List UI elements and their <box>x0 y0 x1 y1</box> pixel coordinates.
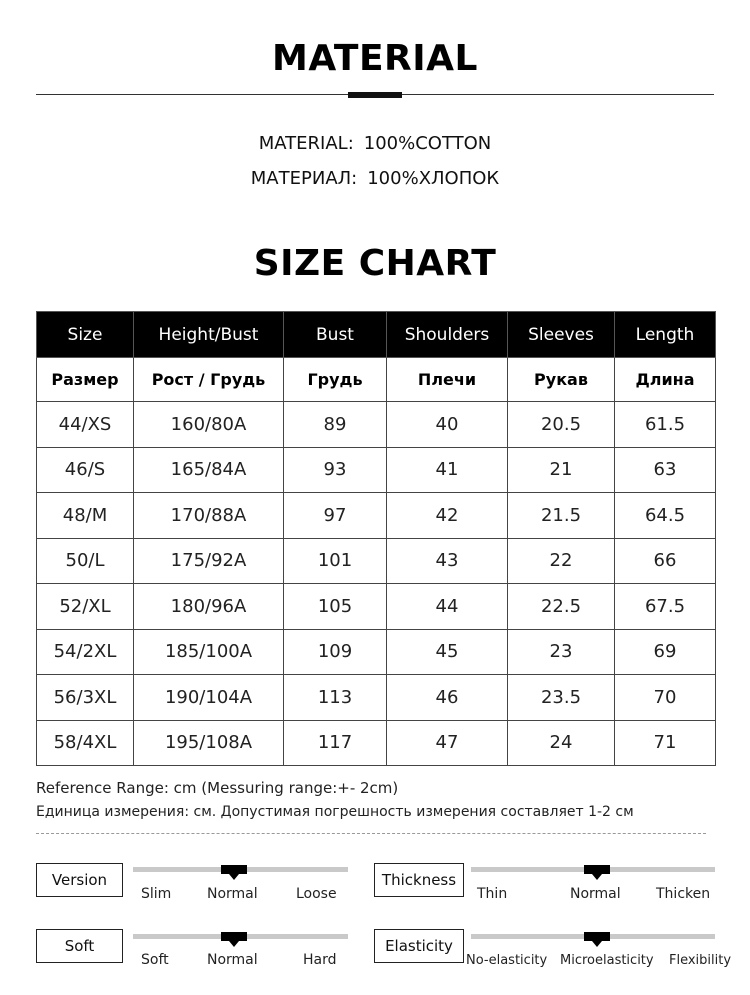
table-cell: 113 <box>284 675 387 721</box>
column-header: Size <box>37 312 134 358</box>
table-cell: 89 <box>284 402 387 448</box>
soft-scale-label-mid: Normal <box>207 952 258 968</box>
reference-note-ru: Единица измерения: см. Допустимая погрешность измерения составляет 1-2 см <box>36 804 634 820</box>
column-header-ru: Рукав <box>508 358 615 402</box>
soft-scale-label-high: Hard <box>303 952 337 968</box>
column-header: Length <box>615 312 716 358</box>
table-cell: 46/S <box>37 447 134 493</box>
table-cell: 22.5 <box>508 584 615 630</box>
reference-note-en: Reference Range: cm (Messuring range:+- 2cm) <box>36 779 399 797</box>
table-cell: 63 <box>615 447 716 493</box>
size-chart-title: SIZE CHART <box>253 243 497 284</box>
table-cell: 61.5 <box>615 402 716 448</box>
table-cell: 44 <box>387 584 508 630</box>
elasticity-scale-label-mid: Microelasticity <box>560 953 654 968</box>
table-cell: 46 <box>387 675 508 721</box>
table-cell: 64.5 <box>615 493 716 539</box>
table-cell: 42 <box>387 493 508 539</box>
thickness-scale-label-low: Thin <box>477 886 508 902</box>
table-cell: 97 <box>284 493 387 539</box>
table-cell: 66 <box>615 538 716 584</box>
table-cell: 40 <box>387 402 508 448</box>
material-value-ru: 100%ХЛОПОК <box>367 168 500 189</box>
table-cell: 109 <box>284 629 387 675</box>
column-header: Height/Bust <box>134 312 284 358</box>
table-cell: 20.5 <box>508 402 615 448</box>
table-cell: 48/M <box>37 493 134 539</box>
table-cell: 180/96A <box>134 584 284 630</box>
table-header-en <box>37 312 716 358</box>
table-cell: 93 <box>284 447 387 493</box>
table-cell: 50/L <box>37 538 134 584</box>
table-row <box>37 538 716 584</box>
material-line-ru <box>0 168 750 189</box>
column-header: Shoulders <box>387 312 508 358</box>
table-cell: 117 <box>284 720 387 766</box>
table-cell: 58/4XL <box>37 720 134 766</box>
table-cell: 190/104A <box>134 675 284 721</box>
table-cell: 195/108A <box>134 720 284 766</box>
version-label: Version <box>36 863 123 897</box>
table-body <box>37 402 716 766</box>
table-row <box>37 675 716 721</box>
material-label-ru: МАТЕРИАЛ: <box>250 168 358 189</box>
table-cell: 23.5 <box>508 675 615 721</box>
column-header-ru: Плечи <box>387 358 508 402</box>
material-value-en: 100%COTTON <box>363 133 492 154</box>
table-cell: 45 <box>387 629 508 675</box>
dashed-divider <box>36 833 706 834</box>
thickness-label: Thickness <box>374 863 464 897</box>
elasticity-scale-label-low: No-elasticity <box>466 953 548 968</box>
table-cell: 160/80A <box>134 402 284 448</box>
table-cell: 21 <box>508 447 615 493</box>
column-header-ru: Грудь <box>284 358 387 402</box>
table-cell: 21.5 <box>508 493 615 539</box>
material-label-en: MATERIAL: <box>258 133 354 154</box>
table-cell: 23 <box>508 629 615 675</box>
table-cell: 54/2XL <box>37 629 134 675</box>
soft-marker-pointer-icon <box>229 941 239 947</box>
table-cell: 47 <box>387 720 508 766</box>
table-cell: 70 <box>615 675 716 721</box>
soft-scale-label-low: Soft <box>141 952 169 968</box>
column-header: Sleeves <box>508 312 615 358</box>
table-cell: 44/XS <box>37 402 134 448</box>
soft-label: Soft <box>36 929 123 963</box>
version-scale-label-low: Slim <box>141 886 172 902</box>
elasticity-scale-marker <box>584 932 610 941</box>
material-line-en <box>0 133 750 154</box>
table-cell: 185/100A <box>134 629 284 675</box>
table-row <box>37 447 716 493</box>
table-cell: 41 <box>387 447 508 493</box>
column-header: Bust <box>284 312 387 358</box>
version-scale-marker <box>221 865 247 874</box>
table-row <box>37 720 716 766</box>
table-cell: 24 <box>508 720 615 766</box>
table-row <box>37 584 716 630</box>
column-header-ru: Рост / Грудь <box>134 358 284 402</box>
table-cell: 56/3XL <box>37 675 134 721</box>
column-header-ru: Размер <box>37 358 134 402</box>
soft-scale-marker <box>221 932 247 941</box>
thickness-scale-marker <box>584 865 610 874</box>
table-cell: 52/XL <box>37 584 134 630</box>
table-row <box>37 402 716 448</box>
table-cell: 22 <box>508 538 615 584</box>
table-cell: 67.5 <box>615 584 716 630</box>
table-cell: 165/84A <box>134 447 284 493</box>
thickness-marker-pointer-icon <box>592 874 602 880</box>
elasticity-label: Elasticity <box>374 929 464 963</box>
version-scale-label-mid: Normal <box>207 886 258 902</box>
column-header-ru: Длина <box>615 358 716 402</box>
material-title: MATERIAL <box>272 38 478 79</box>
table-cell: 69 <box>615 629 716 675</box>
title-divider-accent <box>348 92 402 98</box>
table-row <box>37 629 716 675</box>
table-cell: 101 <box>284 538 387 584</box>
elasticity-scale-label-high: Flexibility <box>669 953 732 968</box>
table-cell: 175/92A <box>134 538 284 584</box>
elasticity-marker-pointer-icon <box>592 941 602 947</box>
thickness-scale-label-mid: Normal <box>570 886 621 902</box>
version-marker-pointer-icon <box>229 874 239 880</box>
table-row <box>37 493 716 539</box>
table-cell: 170/88A <box>134 493 284 539</box>
size-table <box>36 311 716 766</box>
table-header-ru <box>37 358 716 402</box>
table-cell: 43 <box>387 538 508 584</box>
thickness-scale-label-high: Thicken <box>656 886 711 902</box>
table-cell: 71 <box>615 720 716 766</box>
table-cell: 105 <box>284 584 387 630</box>
version-scale-label-high: Loose <box>296 886 337 902</box>
